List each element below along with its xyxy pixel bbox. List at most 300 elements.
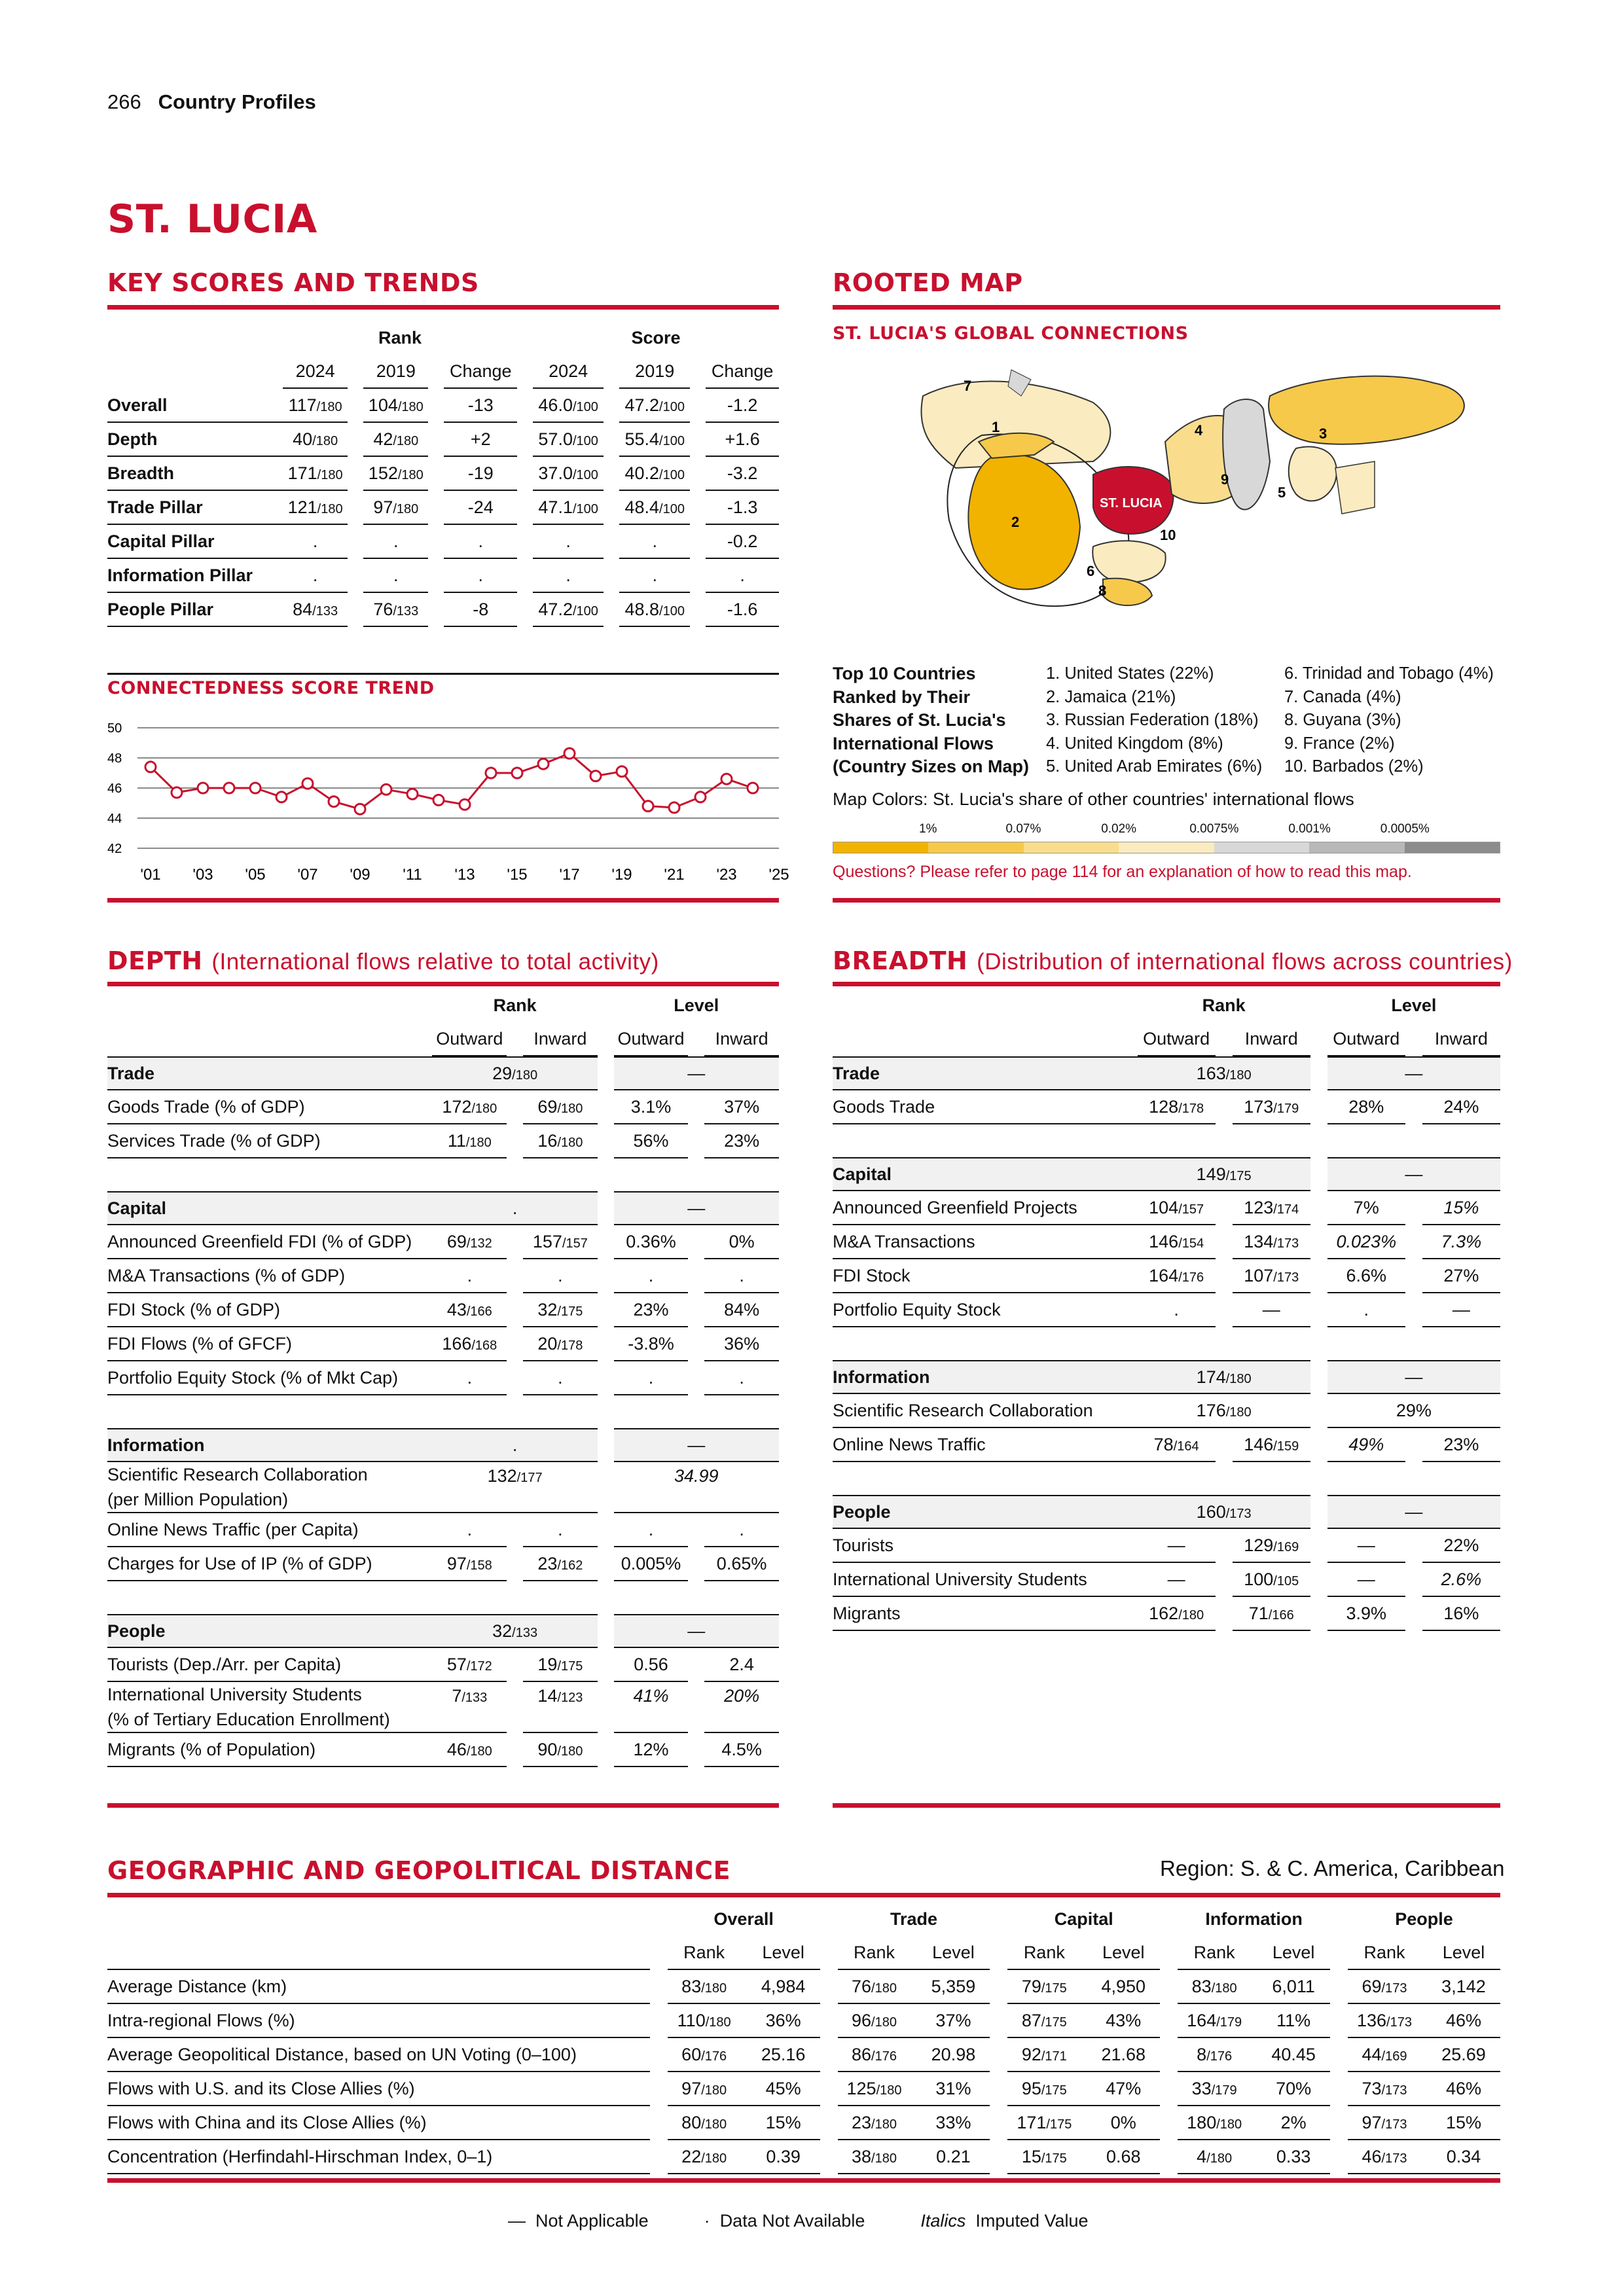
breadth-title: BREADTH (Distribution of international flows across countries) (833, 946, 1513, 975)
table-cell: 40/180 (283, 423, 348, 457)
key-header-row (107, 321, 779, 355)
table-cell: 79/175 (1007, 1970, 1081, 2004)
breadth-bottom-rule (833, 1803, 1500, 1808)
legend-swatch (1309, 842, 1404, 853)
map-legend-labels (833, 822, 1500, 838)
trend-point (355, 804, 365, 814)
trend-x-tick: '01 (140, 866, 161, 884)
table-cell: — (1138, 1529, 1216, 1563)
page-number: 266 (107, 90, 141, 113)
geo-row (107, 2106, 1500, 2140)
rank-head: Rank (1202, 995, 1246, 1015)
table-cell: 43% (1087, 2004, 1160, 2038)
table-cell: . (283, 559, 348, 593)
row-label: M&A Transactions (% of GDP) (107, 1259, 432, 1293)
trend-point (617, 766, 627, 777)
table-cell: Outward (1327, 1022, 1405, 1056)
table-cell: . (432, 1513, 507, 1547)
footer-data-not-available: Data Not Available (719, 2211, 865, 2231)
row-label: FDI Flows (% of GFCF) (107, 1327, 432, 1361)
trend-x-tick: '23 (716, 866, 737, 884)
group-label: People (833, 1495, 1138, 1529)
table-cell (1251, 2004, 1257, 2038)
table-cell (107, 355, 283, 389)
row-label: Overall (107, 389, 283, 423)
header-row (107, 988, 779, 1022)
table-cell: 55.4/100 (619, 423, 690, 457)
table-cell: 46/180 (432, 1733, 507, 1767)
country-list-item: 7. Canada (4%) (1284, 687, 1401, 706)
table-cell: 12% (614, 1733, 689, 1767)
table-cell: . (444, 525, 517, 559)
table-cell: 134/173 (1233, 1225, 1310, 1259)
top10-heading: Top 10 Countries Ranked by Their Shares of St. Lucia's International Flows (Country Sizes on Map) (833, 664, 1030, 776)
group-label: Capital (107, 1191, 432, 1225)
row-label: Portfolio Equity Stock (833, 1293, 1138, 1327)
key-scores-title: KEY SCORES AND TRENDS (107, 268, 479, 297)
footer-imputed: Imputed Value (975, 2211, 1089, 2231)
table-cell (911, 2004, 917, 2038)
table-cell (1081, 2140, 1087, 2174)
trend-y-tick: 48 (107, 751, 122, 766)
table-cell: 43/166 (432, 1293, 507, 1327)
table-cell (741, 2004, 747, 2038)
table-cell: . (523, 1259, 598, 1293)
table-cell (1251, 2072, 1257, 2106)
table-cell: 70% (1257, 2072, 1330, 2106)
table-cell: 32/175 (523, 1293, 598, 1327)
table-cell: 92/171 (1007, 2038, 1081, 2072)
table-cell: . (1327, 1293, 1405, 1327)
country-list-item: 1. United States (22%) (1046, 664, 1214, 683)
table-cell: 57/172 (432, 1648, 507, 1682)
row-label: People Pillar (107, 593, 283, 627)
table-cell (1421, 1936, 1427, 1970)
trend-x-tick: '17 (559, 866, 580, 884)
table-cell: 36% (704, 1327, 779, 1361)
trend-x-tick: '21 (664, 866, 685, 884)
table-cell: 19/175 (523, 1648, 598, 1682)
table-cell: 104/157 (1138, 1191, 1216, 1225)
table-cell (833, 1022, 1138, 1056)
table-cell: 95/175 (1007, 2072, 1081, 2106)
country-list-item: 6. Trinidad and Tobago (4%) (1284, 664, 1494, 683)
table-cell: Level (916, 1936, 990, 1970)
legend-swatch (1405, 842, 1500, 853)
geo-row (107, 2004, 1500, 2038)
table-cell: 180/180 (1178, 2106, 1251, 2140)
table-cell: Inward (704, 1022, 779, 1056)
breadth-table (833, 988, 1500, 1631)
row-label: Depth (107, 423, 283, 457)
table-cell: 25.69 (1427, 2038, 1500, 2072)
table-cell: +1.6 (706, 423, 779, 457)
table-cell: 24% (1422, 1090, 1500, 1124)
table-cell: 164/176 (1138, 1259, 1216, 1293)
table-cell: 37.0/100 (533, 457, 604, 491)
trend-point (276, 792, 287, 802)
trend-x-tick: '09 (350, 866, 370, 884)
table-cell: 46/173 (1348, 2140, 1421, 2174)
group-label: Information (833, 1360, 1138, 1394)
table-cell: 69/180 (523, 1090, 598, 1124)
legend-label: 0.0075% (1189, 822, 1239, 836)
table-cell: 4,984 (747, 1970, 820, 2004)
table-cell: 0.39 (747, 2140, 820, 2174)
page-header (107, 90, 316, 114)
row-label: Concentration (Herfindahl-Hirschman Index, 0–1) (107, 2140, 650, 2174)
country-list-item: 4. United Kingdom (8%) (1046, 734, 1223, 753)
table-cell: — (1422, 1293, 1500, 1327)
table-cell: 15% (1427, 2106, 1500, 2140)
table-cell (1081, 2038, 1087, 2072)
table-cell: 0.36% (614, 1225, 689, 1259)
table-cell: 45% (747, 2072, 820, 2106)
table-cell: 4/180 (1178, 2140, 1251, 2174)
depth-rule (107, 982, 779, 986)
table-cell: 31% (916, 2072, 990, 2106)
table-cell: -19 (444, 457, 517, 491)
trend-x-tick: '13 (454, 866, 475, 884)
legend-label: 0.001% (1288, 822, 1331, 836)
group-row (833, 1360, 1500, 1394)
trend-x-tick: '15 (507, 866, 528, 884)
geo-bottom-rule (107, 2178, 1500, 2183)
country-list-item: 8. Guyana (3%) (1284, 711, 1401, 729)
table-cell: 20% (704, 1682, 779, 1733)
legend-label: 0.0005% (1380, 822, 1430, 836)
row-label: Average Geopolitical Distance, based on UN Voting (0–100) (107, 2038, 650, 2072)
subheader-row (833, 1022, 1500, 1056)
table-cell: 25.16 (747, 2038, 820, 2072)
row-label: FDI Stock (833, 1259, 1138, 1293)
table-cell (911, 2072, 917, 2106)
map-number-8: 8 (1098, 583, 1107, 599)
row-label: Information Pillar (107, 559, 283, 593)
table-cell: Rank (1178, 1936, 1251, 1970)
breadth-rule (833, 982, 1500, 986)
table-cell: . (363, 525, 428, 559)
table-cell: 20.98 (916, 2038, 990, 2072)
trend-point (460, 799, 470, 810)
table-cell: 78/164 (1138, 1428, 1216, 1462)
table-cell (107, 1936, 650, 1970)
table-cell: 11/180 (432, 1124, 507, 1158)
trend-x-tick: '07 (297, 866, 318, 884)
table-cell: 6,011 (1257, 1970, 1330, 2004)
table-cell (1251, 2106, 1257, 2140)
row-label: Scientific Research Collaboration (per Million Population) (107, 1462, 432, 1513)
table-cell: 171/180 (283, 457, 348, 491)
table-cell: Rank (838, 1936, 911, 1970)
table-cell: 11% (1257, 2004, 1330, 2038)
table-cell: 125/180 (838, 2072, 911, 2106)
trend-point (643, 801, 653, 812)
group-label: Trade (833, 1056, 1138, 1090)
table-cell: 69/132 (432, 1225, 507, 1259)
table-cell: 128/178 (1138, 1090, 1216, 1124)
table-cell: . (283, 525, 348, 559)
trend-point (407, 789, 418, 799)
table-cell (1081, 2106, 1087, 2140)
table-cell: 123/174 (1233, 1191, 1310, 1225)
geo-group-head: Capital (1054, 1909, 1113, 1929)
trend-point (433, 795, 444, 805)
map-number-4: 4 (1195, 422, 1203, 439)
table-cell: — (614, 1614, 779, 1648)
row-label: M&A Transactions (833, 1225, 1138, 1259)
trend-x-tick: '05 (245, 866, 266, 884)
table-cell: Level (747, 1936, 820, 1970)
table-cell: 0.33 (1257, 2140, 1330, 2174)
row-label: Goods Trade (833, 1090, 1138, 1124)
blank (833, 988, 1138, 1022)
table-cell: 76/133 (363, 593, 428, 627)
legend-swatch (1119, 842, 1214, 853)
trend-point (486, 768, 496, 778)
table-cell: -1.2 (706, 389, 779, 423)
table-cell: 48.4/100 (619, 491, 690, 525)
data-row (107, 1648, 779, 1682)
data-row (107, 1462, 779, 1513)
table-cell: . (704, 1361, 779, 1395)
map-number-10: 10 (1160, 527, 1176, 543)
trend-chart (98, 713, 789, 893)
table-cell: 129/169 (1233, 1529, 1310, 1563)
table-cell: 107/173 (1233, 1259, 1310, 1293)
row-label: Goods Trade (% of GDP) (107, 1090, 432, 1124)
trend-point (302, 778, 313, 789)
table-cell: 40.2/100 (619, 457, 690, 491)
trend-point (329, 797, 339, 807)
table-cell: 47.1/100 (533, 491, 604, 525)
table-cell: — (1233, 1293, 1310, 1327)
table-cell: 162/180 (1138, 1597, 1216, 1631)
geo-subheader-row (107, 1936, 1500, 1970)
table-cell: 96/180 (838, 2004, 911, 2038)
group-row (833, 1157, 1500, 1191)
table-cell: 41% (614, 1682, 689, 1733)
table-cell: 37% (704, 1090, 779, 1124)
table-cell: Level (1427, 1936, 1500, 1970)
table-cell: — (1327, 1529, 1405, 1563)
table-cell: Level (1257, 1936, 1330, 1970)
table-cell: Inward (1233, 1022, 1310, 1056)
table-cell: 42/180 (363, 423, 428, 457)
table-cell: 32/133 (432, 1614, 597, 1648)
table-cell (741, 2106, 747, 2140)
key-row (107, 593, 779, 627)
trend-point (512, 768, 522, 778)
geo-group-head: People (1395, 1909, 1453, 1929)
country-list-item: 2. Jamaica (21%) (1046, 687, 1176, 706)
map-number-6: 6 (1087, 563, 1095, 579)
table-cell: . (614, 1259, 689, 1293)
table-cell (1421, 2038, 1427, 2072)
country-title: ST. LUCIA (107, 196, 317, 242)
table-cell: 0% (1087, 2106, 1160, 2140)
table-cell: 7% (1327, 1191, 1405, 1225)
table-cell: . (614, 1361, 689, 1395)
table-cell: 47.2/100 (533, 593, 604, 627)
group-row (107, 1614, 779, 1648)
table-cell: . (704, 1513, 779, 1547)
legend-swatch (1024, 842, 1119, 853)
row-label: Scientific Research Collaboration (833, 1394, 1138, 1428)
table-cell (741, 1970, 747, 2004)
table-cell: Outward (432, 1022, 507, 1056)
footer-not-applicable: Not Applicable (535, 2211, 649, 2231)
table-cell: 46.0/100 (533, 389, 604, 423)
table-cell: 2024 (533, 355, 604, 389)
map-number-2: 2 (1011, 514, 1020, 530)
table-cell: 83/180 (1178, 1970, 1251, 2004)
table-cell: 164/179 (1178, 2004, 1251, 2038)
table-cell: 2% (1257, 2106, 1330, 2140)
row-label: Intra-regional Flows (%) (107, 2004, 650, 2038)
table-cell (1421, 1970, 1427, 2004)
map-number-1: 1 (992, 419, 1000, 435)
footer-legend: — Not Applicable · Data Not Available Italics Imputed Value (508, 2211, 1089, 2231)
data-row (107, 1513, 779, 1547)
table-cell: 46% (1427, 2004, 1500, 2038)
table-cell: 104/180 (363, 389, 428, 423)
group-row (107, 1191, 779, 1225)
row-label: Online News Traffic (833, 1428, 1138, 1462)
table-cell: 84% (704, 1293, 779, 1327)
map-region-russia (1269, 376, 1464, 444)
table-cell: 22% (1422, 1529, 1500, 1563)
table-cell: 57.0/100 (533, 423, 604, 457)
country-list-item: 10. Barbados (2%) (1284, 757, 1424, 776)
table-cell: 0.65% (704, 1547, 779, 1581)
rooted-map (877, 357, 1486, 632)
level-head: Level (674, 995, 719, 1015)
key-scores-table (107, 321, 779, 627)
rooted-map-rule (833, 305, 1500, 310)
map-number-9: 9 (1221, 471, 1229, 488)
table-cell: 16% (1422, 1597, 1500, 1631)
table-cell: 172/180 (432, 1090, 507, 1124)
table-cell: 73/173 (1348, 2072, 1421, 2106)
data-row (833, 1428, 1500, 1462)
table-cell: -3.2 (706, 457, 779, 491)
table-cell: 97/158 (432, 1547, 507, 1581)
table-cell: 20/178 (523, 1327, 598, 1361)
legend-label: 0.02% (1101, 822, 1137, 836)
row-label: Portfolio Equity Stock (% of Mkt Cap) (107, 1361, 432, 1395)
table-cell: 21.68 (1087, 2038, 1160, 2072)
data-row (833, 1529, 1500, 1563)
key-row (107, 457, 779, 491)
table-cell: . (619, 525, 690, 559)
table-cell: -1.6 (706, 593, 779, 627)
row-label: Breadth (107, 457, 283, 491)
data-row (107, 1225, 779, 1259)
table-cell: 28% (1327, 1090, 1405, 1124)
table-cell: 97/173 (1348, 2106, 1421, 2140)
blank (107, 321, 283, 355)
data-row (833, 1259, 1500, 1293)
table-cell: 171/175 (1007, 2106, 1081, 2140)
table-cell: . (1138, 1293, 1216, 1327)
group-label: Capital (833, 1157, 1138, 1191)
table-cell: 87/175 (1007, 2004, 1081, 2038)
table-cell: — (1327, 1563, 1405, 1597)
table-cell: Rank (1007, 1936, 1081, 1970)
table-cell: 23/180 (838, 2106, 911, 2140)
trend-x-tick: '03 (192, 866, 213, 884)
table-cell: . (432, 1259, 507, 1293)
table-cell: . (704, 1259, 779, 1293)
table-cell: -1.3 (706, 491, 779, 525)
geo-group-head: Overall (713, 1909, 774, 1929)
table-cell: . (523, 1361, 598, 1395)
row-label: Online News Traffic (per Capita) (107, 1513, 432, 1547)
geo-row (107, 2140, 1500, 2174)
row-label: Announced Greenfield FDI (% of GDP) (107, 1225, 432, 1259)
rooted-map-subtitle: ST. LUCIA'S GLOBAL CONNECTIONS (833, 323, 1189, 344)
row-label: Services Trade (% of GDP) (107, 1124, 432, 1158)
table-cell: -0.2 (706, 525, 779, 559)
table-cell: . (706, 559, 779, 593)
row-label: Announced Greenfield Projects (833, 1191, 1138, 1225)
table-cell: Level (1087, 1936, 1160, 1970)
table-cell: 23% (704, 1124, 779, 1158)
data-row (107, 1259, 779, 1293)
data-row (107, 1090, 779, 1124)
trend-point (145, 762, 156, 772)
table-cell: 23/162 (523, 1547, 598, 1581)
geo-header-row (107, 1902, 1500, 1936)
depth-title: DEPTH (International flows relative to total activity) (107, 946, 659, 975)
table-cell: 3,142 (1427, 1970, 1500, 2004)
table-cell (911, 1970, 917, 2004)
table-cell: . (614, 1513, 689, 1547)
trend-x-tick: '19 (611, 866, 632, 884)
table-cell: 163/180 (1138, 1056, 1310, 1090)
table-cell: 149/175 (1138, 1157, 1310, 1191)
rooted-map-bottom-rule (833, 898, 1500, 903)
table-cell: 146/154 (1138, 1225, 1216, 1259)
legend-swatch (833, 842, 928, 853)
map-number-7: 7 (964, 378, 972, 394)
table-cell: 7/133 (432, 1682, 507, 1733)
trend-point (721, 774, 732, 784)
row-label: International University Students (% of Tertiary Education Enrollment) (107, 1682, 432, 1733)
table-cell: 2024 (283, 355, 348, 389)
legend-swatch (1214, 842, 1309, 853)
table-cell: 16/180 (523, 1124, 598, 1158)
country-list-item: 5. United Arab Emirates (6%) (1046, 757, 1263, 776)
table-cell: 0.005% (614, 1547, 689, 1581)
table-cell (1251, 2038, 1257, 2072)
trend-line (151, 753, 753, 809)
table-cell (1421, 2072, 1427, 2106)
table-cell: — (1327, 1056, 1500, 1090)
trend-x-tick: '25 (768, 866, 789, 884)
row-label: Migrants (833, 1597, 1138, 1631)
table-cell: 29% (1327, 1394, 1500, 1428)
trend-point (224, 783, 234, 793)
data-row (833, 1090, 1500, 1124)
table-cell: 3.1% (614, 1090, 689, 1124)
depth-table (107, 988, 779, 1767)
trend-y-tick: 44 (107, 812, 122, 826)
table-cell: 86/176 (838, 2038, 911, 2072)
trend-y-tick: 50 (107, 721, 122, 736)
data-row (107, 1547, 779, 1581)
